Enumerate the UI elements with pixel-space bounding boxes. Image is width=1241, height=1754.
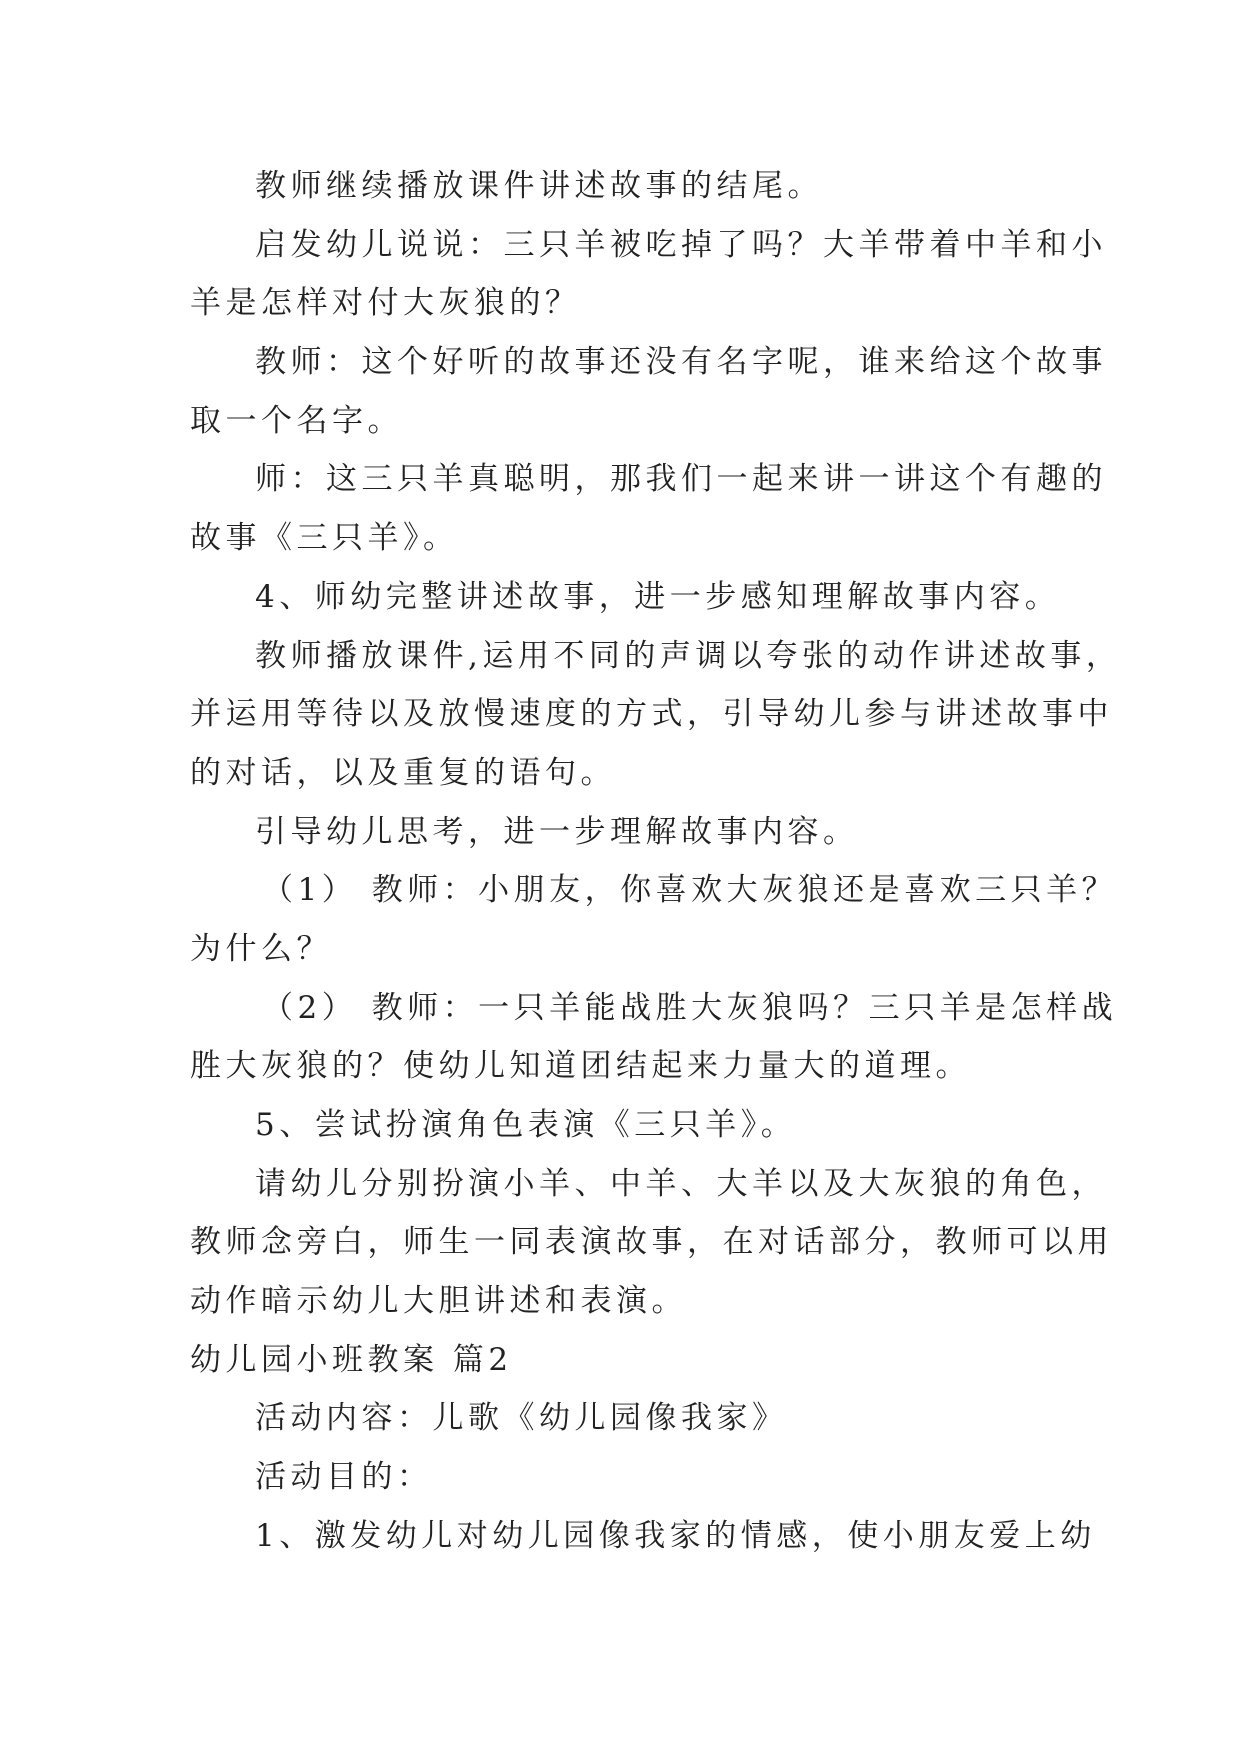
text-line: 活动内容：儿歌《幼儿园像我家》 [255,1400,788,1437]
text-line: 动作暗示幼儿大胆讲述和表演。 [190,1283,687,1320]
text-line: 1、激发幼儿对幼儿园像我家的情感，使小朋友爱上幼 [255,1517,1096,1554]
text-line: 教师继续播放课件讲述故事的结尾。 [255,168,823,204]
text-line: 启发幼儿说说：三只羊被吃掉了吗？大羊带着中羊和小 [255,226,1107,263]
text-line: 师：这三只羊真聪明，那我们一起来讲一讲这个有趣的 [255,461,1107,498]
text-line: 活动目的： [255,1459,433,1496]
text-line: 羊是怎样对付大灰狼的？ [190,285,581,322]
text-line: 教师念旁白，师生一同表演故事，在对话部分，教师可以用 [190,1224,1113,1261]
document-body [190,157,1122,1566]
text-line: 4、师幼完整讲述故事，进一步感知理解故事内容。 [255,578,1061,615]
text-line: 请幼儿分别扮演小羊、中羊、大羊以及大灰狼的角色， [255,1165,1107,1202]
text-line: 5、尝试扮演角色表演《三只羊》。 [255,1107,797,1143]
text-line: 取一个名字。 [190,402,403,439]
text-line: 胜大灰狼的？使幼儿知道团结起来力量大的道理。 [190,1048,971,1085]
text-line: 故事《三只羊》。 [190,520,459,557]
text-line: 为什么？ [190,930,332,967]
text-line: 引导幼儿思考，进一步理解故事内容。 [255,813,859,850]
text-line: 教师：这个好听的故事还没有名字呢，谁来给这个故事 [255,344,1107,381]
text-line: 的对话，以及重复的语句。 [190,754,616,791]
text-line: （1） 教师：小朋友，你喜欢大灰狼还是喜欢三只羊？ [262,872,1118,909]
section-heading: 幼儿园小班教案 篇2 [190,1341,513,1378]
text-line: （2） 教师：一只羊能战胜大灰狼吗？三只羊是怎样战 [262,989,1118,1026]
text-line: 教师播放课件,运用不同的声调以夸张的动作讲述故事， [255,637,1122,674]
text-line: 并运用等待以及放慢速度的方式，引导幼儿参与讲述故事中 [190,696,1113,733]
